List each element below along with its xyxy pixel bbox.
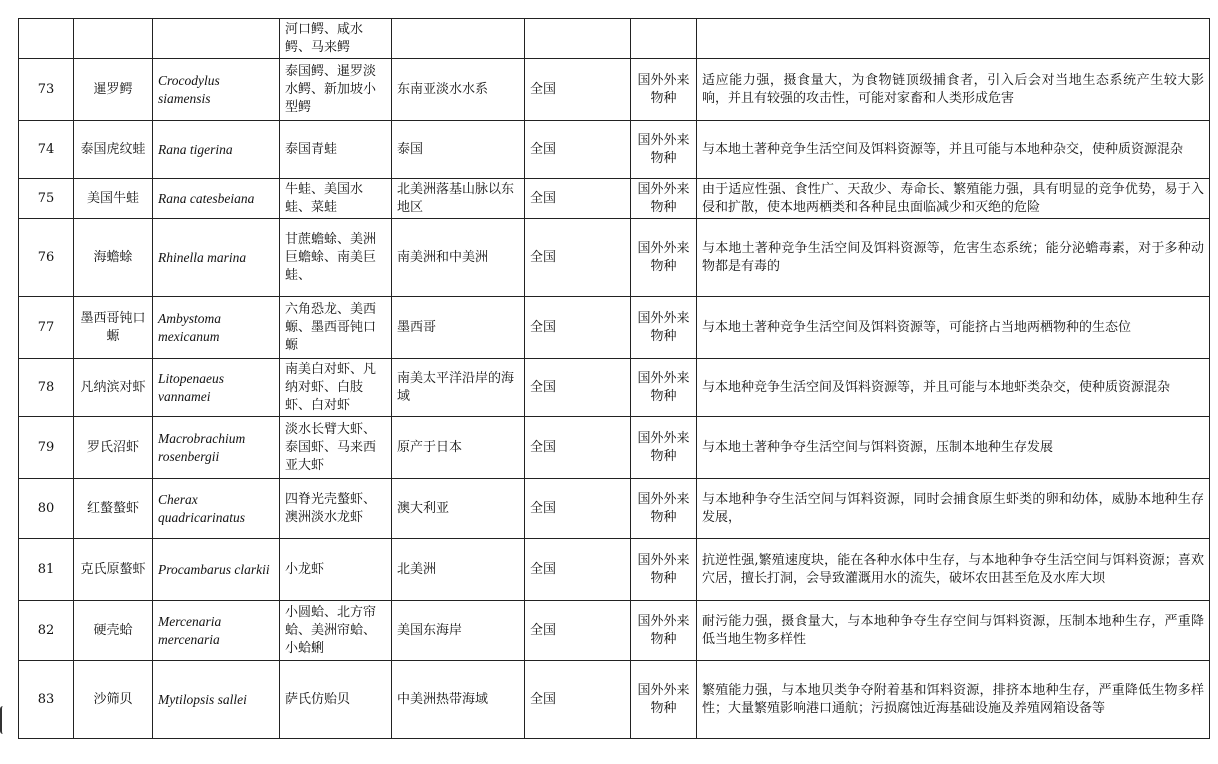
type-cell: 国外外来物种 [631, 59, 697, 121]
aliases-cell: 淡水长臂大虾、泰国虾、马来西亚大虾 [280, 417, 392, 479]
type-cell: 国外外来物种 [631, 121, 697, 179]
impact-cell: 与本地土著种争夺生活空间与饵料资源，压制本地种生存发展 [697, 417, 1210, 479]
origin-cell [392, 19, 525, 59]
index-cell: 74 [19, 121, 74, 179]
range-cell: 全国 [525, 601, 631, 661]
index-cell: 75 [19, 179, 74, 219]
latin-name-cell: Litopenaeus vannamei [153, 359, 280, 417]
name-cell: 克氏原螯虾 [74, 539, 153, 601]
type-cell: 国外外来物种 [631, 539, 697, 601]
index-cell: 77 [19, 297, 74, 359]
aliases-cell: 南美白对虾、凡纳对虾、白肢虾、白对虾 [280, 359, 392, 417]
aliases-cell: 甘蔗蟾蜍、美洲巨蟾蜍、南美巨蛙、 [280, 219, 392, 297]
latin-name-cell: Cherax quadricarinatus [153, 479, 280, 539]
type-cell [631, 19, 697, 59]
range-cell: 全国 [525, 359, 631, 417]
latin-name-cell: Mytilopsis sallei [153, 661, 280, 739]
table-row [19, 479, 1210, 539]
index-cell: 73 [19, 59, 74, 121]
latin-name-cell: Rhinella marina [153, 219, 280, 297]
range-cell: 全国 [525, 59, 631, 121]
aliases-cell: 河口鳄、咸水鳄、马来鳄 [280, 19, 392, 59]
table-row [19, 359, 1210, 417]
name-cell: 暹罗鳄 [74, 59, 153, 121]
origin-cell: 澳大利亚 [392, 479, 525, 539]
impact-cell: 与本地土著种竞争生活空间及饵料资源等，危害生态系统；能分泌蟾毒素，对于多种动物都是有毒的 [697, 219, 1210, 297]
name-cell: 硬壳蛤 [74, 601, 153, 661]
table-row-continued [19, 19, 1210, 59]
type-cell: 国外外来物种 [631, 179, 697, 219]
impact-cell: 与本地土著种竞争生活空间及饵料资源等，可能挤占当地两栖物种的生态位 [697, 297, 1210, 359]
invasive-species-table [18, 18, 1210, 739]
latin-name-cell: Rana tigerina [153, 121, 280, 179]
name-cell: 墨西哥钝口螈 [74, 297, 153, 359]
type-cell: 国外外来物种 [631, 417, 697, 479]
type-cell: 国外外来物种 [631, 601, 697, 661]
type-cell: 国外外来物种 [631, 661, 697, 739]
name-cell: 沙筛贝 [74, 661, 153, 739]
range-cell: 全国 [525, 479, 631, 539]
origin-cell: 东南亚淡水水系 [392, 59, 525, 121]
type-cell: 国外外来物种 [631, 479, 697, 539]
impact-cell: 由于适应性强、食性广、天敌少、寿命长、繁殖能力强，具有明显的竞争优势，易于入侵和扩散，使本地两栖类和各种昆虫面临减少和灭绝的危险 [697, 179, 1210, 219]
origin-cell: 美国东海岸 [392, 601, 525, 661]
table-row [19, 539, 1210, 601]
origin-cell: 泰国 [392, 121, 525, 179]
range-cell: 全国 [525, 539, 631, 601]
latin-name-cell: Ambystoma mexicanum [153, 297, 280, 359]
type-cell: 国外外来物种 [631, 219, 697, 297]
name-cell: 红螯螯虾 [74, 479, 153, 539]
range-cell: 全国 [525, 121, 631, 179]
table-row [19, 219, 1210, 297]
aliases-cell: 泰国青蛙 [280, 121, 392, 179]
origin-cell: 中美洲热带海域 [392, 661, 525, 739]
impact-cell: 抗逆性强,繁殖速度块，能在各种水体中生存，与本地种争夺生活空间与饵料资源；喜欢穴居，擅长打洞，会导致灌溉用水的流失，破坏农田甚至危及水库大坝 [697, 539, 1210, 601]
index-cell: 80 [19, 479, 74, 539]
name-cell: 凡纳滨对虾 [74, 359, 153, 417]
origin-cell: 墨西哥 [392, 297, 525, 359]
index-cell: 83 [19, 661, 74, 739]
range-cell: 全国 [525, 297, 631, 359]
impact-cell [697, 19, 1210, 59]
index-cell: 78 [19, 359, 74, 417]
name-cell [74, 19, 153, 59]
origin-cell: 北美洲 [392, 539, 525, 601]
name-cell: 海蟾蜍 [74, 219, 153, 297]
impact-cell: 适应能力强，摄食量大，为食物链顶级捕食者，引入后会对当地生态系统产生较大影响，并且有较强的攻击性，可能对家畜和人类形成危害 [697, 59, 1210, 121]
table-row [19, 179, 1210, 219]
name-cell: 泰国虎纹蛙 [74, 121, 153, 179]
latin-name-cell: Procambarus clarkii [153, 539, 280, 601]
impact-cell: 与本地种争夺生活空间与饵料资源，同时会捕食原生虾类的卵和幼体，威胁本地种生存发展， [697, 479, 1210, 539]
range-cell: 全国 [525, 417, 631, 479]
impact-cell: 耐污能力强，摄食量大，与本地种争夺生存空间与饵料资源，压制本地种生存，严重降低当地生物多样性 [697, 601, 1210, 661]
range-cell [525, 19, 631, 59]
latin-name-cell: Rana catesbeiana [153, 179, 280, 219]
table-row [19, 297, 1210, 359]
latin-name-cell [153, 19, 280, 59]
table-row [19, 661, 1210, 739]
name-cell: 罗氏沼虾 [74, 417, 153, 479]
table-row [19, 601, 1210, 661]
aliases-cell: 牛蛙、美国水蛙、菜蛙 [280, 179, 392, 219]
origin-cell: 南美太平洋沿岸的海域 [392, 359, 525, 417]
aliases-cell: 萨氏仿贻贝 [280, 661, 392, 739]
index-cell: 82 [19, 601, 74, 661]
impact-cell: 与本地种竞争生活空间及饵料资源等，并且可能与本地虾类杂交，使种质资源混杂 [697, 359, 1210, 417]
aliases-cell: 四脊光壳螯虾、澳洲淡水龙虾 [280, 479, 392, 539]
range-cell: 全国 [525, 179, 631, 219]
origin-cell: 北美洲落基山脉以东地区 [392, 179, 525, 219]
origin-cell: 原产于日本 [392, 417, 525, 479]
type-cell: 国外外来物种 [631, 359, 697, 417]
type-cell: 国外外来物种 [631, 297, 697, 359]
aliases-cell: 小圆蛤、北方帘蛤、美洲帘蛤、小蛤蜊 [280, 601, 392, 661]
latin-name-cell: Crocodylus siamensis [153, 59, 280, 121]
table-row [19, 417, 1210, 479]
aliases-cell: 泰国鳄、暹罗淡水鳄、新加坡小型鳄 [280, 59, 392, 121]
page-edge-mark [0, 706, 7, 734]
index-cell [19, 19, 74, 59]
origin-cell: 南美洲和中美洲 [392, 219, 525, 297]
latin-name-cell: Mercenaria mercenaria [153, 601, 280, 661]
latin-name-cell: Macrobrachium rosenbergii [153, 417, 280, 479]
aliases-cell: 六角恐龙、美西螈、墨西哥钝口螈 [280, 297, 392, 359]
name-cell: 美国牛蛙 [74, 179, 153, 219]
range-cell: 全国 [525, 661, 631, 739]
index-cell: 79 [19, 417, 74, 479]
aliases-cell: 小龙虾 [280, 539, 392, 601]
index-cell: 76 [19, 219, 74, 297]
index-cell: 81 [19, 539, 74, 601]
impact-cell: 繁殖能力强，与本地贝类争夺附着基和饵料资源，排挤本地种生存，严重降低生物多样性；大量繁殖影响港口通航；污损腐蚀近海基础设施及养殖网箱设备等 [697, 661, 1210, 739]
table-row [19, 59, 1210, 121]
range-cell: 全国 [525, 219, 631, 297]
table-row [19, 121, 1210, 179]
impact-cell: 与本地土著种竞争生活空间及饵料资源等，并且可能与本地种杂交，使种质资源混杂 [697, 121, 1210, 179]
